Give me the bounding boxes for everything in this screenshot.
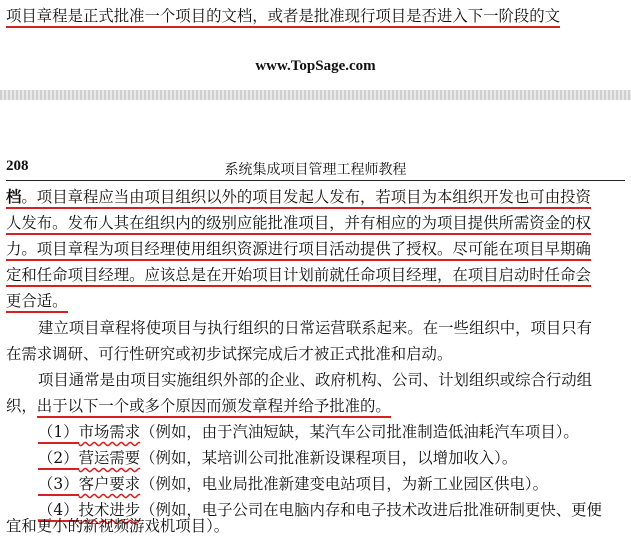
list-item-1 — [6, 422, 579, 442]
item-3-rest: （例如，电业局批准新建变电站项目，为新工业园区供电）。 — [140, 475, 549, 493]
item-3-key: 客户要求 — [78, 475, 141, 493]
item-2-rest: （例如，某培训公司批准新设课程项目，以增加收入）。 — [140, 449, 518, 467]
para1-line1 — [6, 187, 591, 207]
item-1-rest: （例如，由于汽油短缺，某汽车公司批准制造低油耗汽车项目）。 — [140, 423, 579, 441]
para3-line1: 项目通常是由项目实施组织外部的企业、政府机构、公司、计划组织或综合行动组 — [38, 371, 593, 389]
para1-l3-text: 力。项目章程为项目经理使用组织资源进行项目活动提供了授权。尽可能在项目早期确 — [6, 240, 591, 261]
para1-l5-text: 更合适。 — [6, 292, 68, 313]
site-watermark: www.TopSage.com — [255, 58, 376, 74]
para1-line2 — [6, 213, 591, 233]
item-3-num: （3） — [38, 475, 79, 496]
para1-l1-text: 。项目章程应当由项目组织以外的项目发起人发布，若项目为本组织开发也可由投资 — [21, 188, 590, 209]
item-2-num: （2） — [38, 449, 79, 470]
item-1-key: 市场需求 — [78, 423, 141, 441]
top-text-line — [6, 4, 560, 26]
top-text: 项目章程是正式批准一个项目的文档，或者是批准现行项目是否进入下一阶段的文 — [6, 7, 560, 28]
item-2-key: 营运需要 — [78, 449, 141, 467]
para1-line3 — [6, 239, 591, 259]
para3-l2-text: 出于以下一个或多个原因而颁发章程并给予批准的。 — [37, 397, 391, 418]
item-4-key: 技术进步 — [78, 501, 141, 519]
para1-l4-text: 定和任命项目经理。应该总是在开始项目计划前就任命项目经理，在项目启动时任命会 — [6, 266, 591, 287]
item-4-rest: （例如，电子公司在电脑内存和电子技术改进后批准研制更快、更便 — [140, 501, 602, 519]
book-title: 系统集成项目管理工程师教程 — [224, 162, 407, 178]
para1-l2-text: 人发布。发布人其在组织内的级别应能批准项目，并有相应的为项目提供所需资金的权 — [6, 214, 591, 235]
item-4-num: （4） — [38, 501, 79, 522]
para1-line4 — [6, 265, 591, 285]
item-1-num: （1） — [38, 423, 79, 444]
para2-line1: 建立项目章程将使项目与执行组织的日常运营联系起来。在一些组织中，项目只有 — [38, 319, 593, 337]
para2-line2: 在需求调研、可行性研究或初步试探完成后才被正式批准和启动。 — [6, 345, 453, 363]
list-item-4-continuation: 宜和更小的新视频游戏机项目）。 — [6, 517, 230, 535]
para3-line2 — [6, 396, 391, 416]
list-item-3 — [6, 474, 548, 494]
para3-l2-start: 织， — [6, 397, 37, 415]
para1-l1-start: 档 — [6, 188, 21, 209]
page-separator-band — [0, 90, 631, 100]
list-item-2 — [6, 448, 517, 468]
para1-line5 — [6, 291, 68, 311]
page-header — [6, 158, 625, 181]
page-number: 208 — [6, 158, 29, 174]
